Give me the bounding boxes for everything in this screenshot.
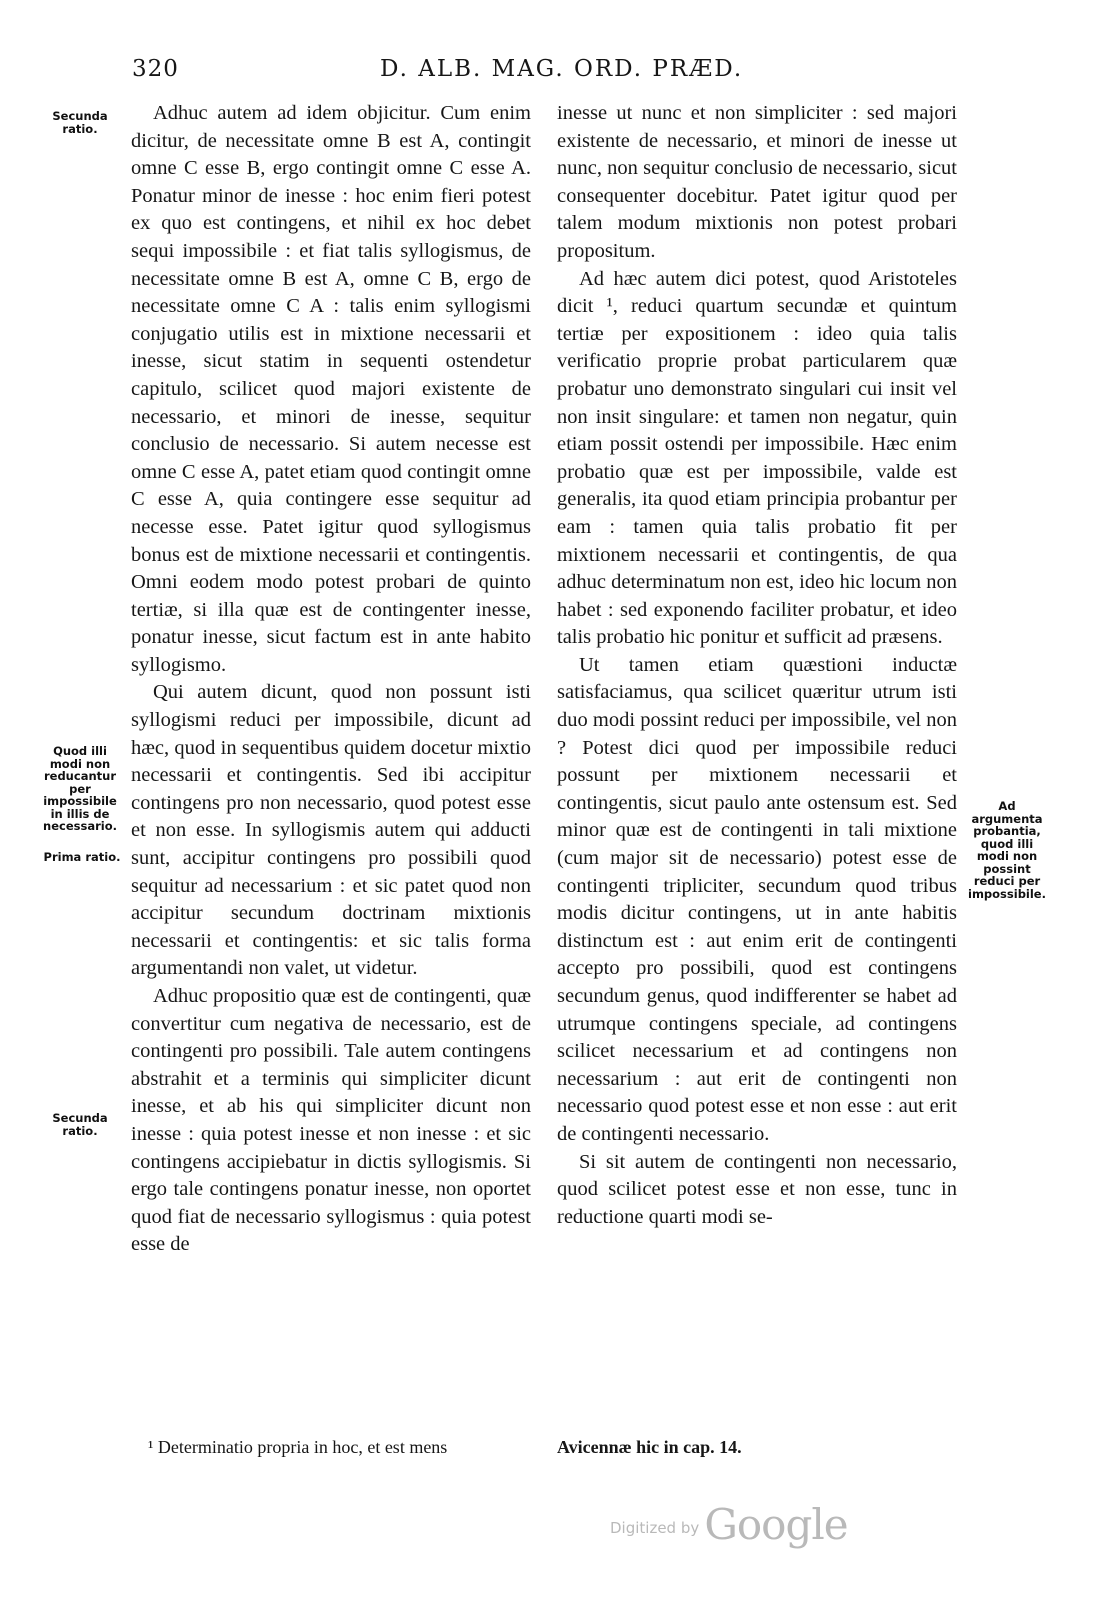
margin-note-quod-illi: Quod illi modi non reducantur per impossibile in illis de necessario. [43,744,117,833]
watermark-digitized-by: Digitized by [610,1519,700,1537]
left-paragraph-3: Adhuc propositio quæ est de contingenti, quæ convertitur cum negativa de necessario, est de contingenti pro possibili. Tale autem contingens abstrahit et a terminis qui simpliciter dicunt inesse, et ab his qui simpliciter dicunt non inesse : quia potest inesse et non inesse : et sic contingens accipiebatur in dictis syllogismis. Si ergo tale contingens ponatur inesse, non oportet quod fiat de necessario syllogismus : quia potest esse de [131,985,531,1256]
margin-note-secunda-ratio: Secunda ratio. [52,109,108,136]
margin-note-ad-argumenta: Ad argumenta probantia, quod illi modi non possint reduci per impossibile. [968,799,1046,901]
margin-note-secunda-ratio-2: Secunda ratio. [52,1111,108,1138]
right-paragraph-3: Ut tamen etiam quæstioni inductæ satisfaciamus, qua scilicet quæritur utrum isti duo modi possint reduci per impossibile, vel non ? Potest dici quod per impossibile reduci possunt per mixtionem necessarii et contingentis, sicut paulo ante ostensum est. Sed minor quæ est de contingenti in tali mixtione (cum major sit de necessario) potest esse de contingenti tripliciter, secundum quod tribus modis dicitur contingens, ut in ante habitis distinctum est : aut enim erit de contingenti accepto pro possibili, quod est contingens secundum genus, quod indifferenter se habet ad utrumque contingens speciale, ad contingens scilicet necessarium et ad contingens non necessarium : aut erit de contingenti non necessario quod potest esse et non esse : aut erit de contingenti necessario. [557,653,957,1145]
left-column [131,100,531,1259]
margin-note-prima-ratio: Prima ratio. [43,850,121,864]
digitized-watermark [610,1500,848,1550]
google-logo-icon: Google [704,1500,848,1549]
footnote-right: Avicennæ hic in cap. 14. [557,1437,742,1457]
right-paragraph-2: Ad hæc autem dici potest, quod Aristoteles dicit ¹, reduci quartum secundæ et quintum tertiæ per expositionem : ideo quia talis verificatio proprie probat particularem quæ probatur uno demonstrato singulari cui insit vel non insit singulare: et tamen non negatur, quin etiam possit ostendi per impossibile. Hæc enim probatio quæ est per impossibile, valde est generalis, ita quod etiam principia probantur per eam : tamen quia talis probatio fit per mixtionem necessarii et contingentis, de qua adhuc determinatum non est, ideo hic locum non habet : sed exponendo faciliter probatur, et ideo talis probatio hic ponitur et sufficit ad præsens. [557,267,957,649]
left-paragraph-1: Adhuc autem ad idem objicitur. Cum enim dicitur, de necessitate omne B est A, contingit omne C esse B, ergo contingit omne C esse A. Ponatur minor de inesse : hoc enim fieri potest ex quo est contingens, et nihil ex hoc debet sequi impossibile : et fiat talis syllogismus, de necessitate omne B est A, omne C B, ergo de necessitate omne C A : talis enim syllogismi conjugatio utilis est in mixtione necessarii et inesse, sicut statim in sequenti ostendetur capitulo, scilicet quod majori existente de necessario, et minori de inesse, sequitur conclusio de necessario. Si autem necesse est omne C esse A, patet etiam quod contingit omne C esse A, quia contingere esse sequitur ad necesse esse. Patet igitur quod syllogismus bonus est de mixtione necessarii et contingentis. Omni eodem modo potest probari de quinto tertiæ, si illa quæ est de contingenter inesse, ponatur inesse, sicut factum est in ante habito syllogismo. [131,102,531,676]
running-head: D. ALB. MAG. ORD. PRÆD. [380,56,744,82]
page-number: 320 [132,56,179,82]
left-paragraph-2: Qui autem dicunt, quod non possunt isti syllogismi reduci per impossibile, dicunt ad hæc, quod in sequentibus quidem docetur mixtio necessarii et contingentis. Sed ibi accipitur contingens pro non necessario, quod potest esse et non esse. In syllogismis autem qui adducti sunt, accipitur contingens pro possibili quod sequitur ad necessarium : et sic patet quod non accipitur secundum doctrinam mixtionis necessarii et contingentis: et sic talis forma argumentandi non valet, ut videtur. [131,681,531,980]
right-paragraph-1: inesse ut nunc et non simpliciter : sed majori existente de necessario, et minori de inesse ut nunc, non sequitur conclusio de necessario, sicut consequenter docebitur. Patet igitur quod per talem modum mixtionis non potest probari propositum. [557,102,957,262]
footnote-left: ¹ Determinatio propria in hoc, et est mens [148,1437,448,1457]
right-column [557,100,957,1231]
right-paragraph-4: Si sit autem de contingenti non necessario, quod scilicet potest esse et non esse, tunc in reductione quarti modi se- [557,1150,957,1228]
